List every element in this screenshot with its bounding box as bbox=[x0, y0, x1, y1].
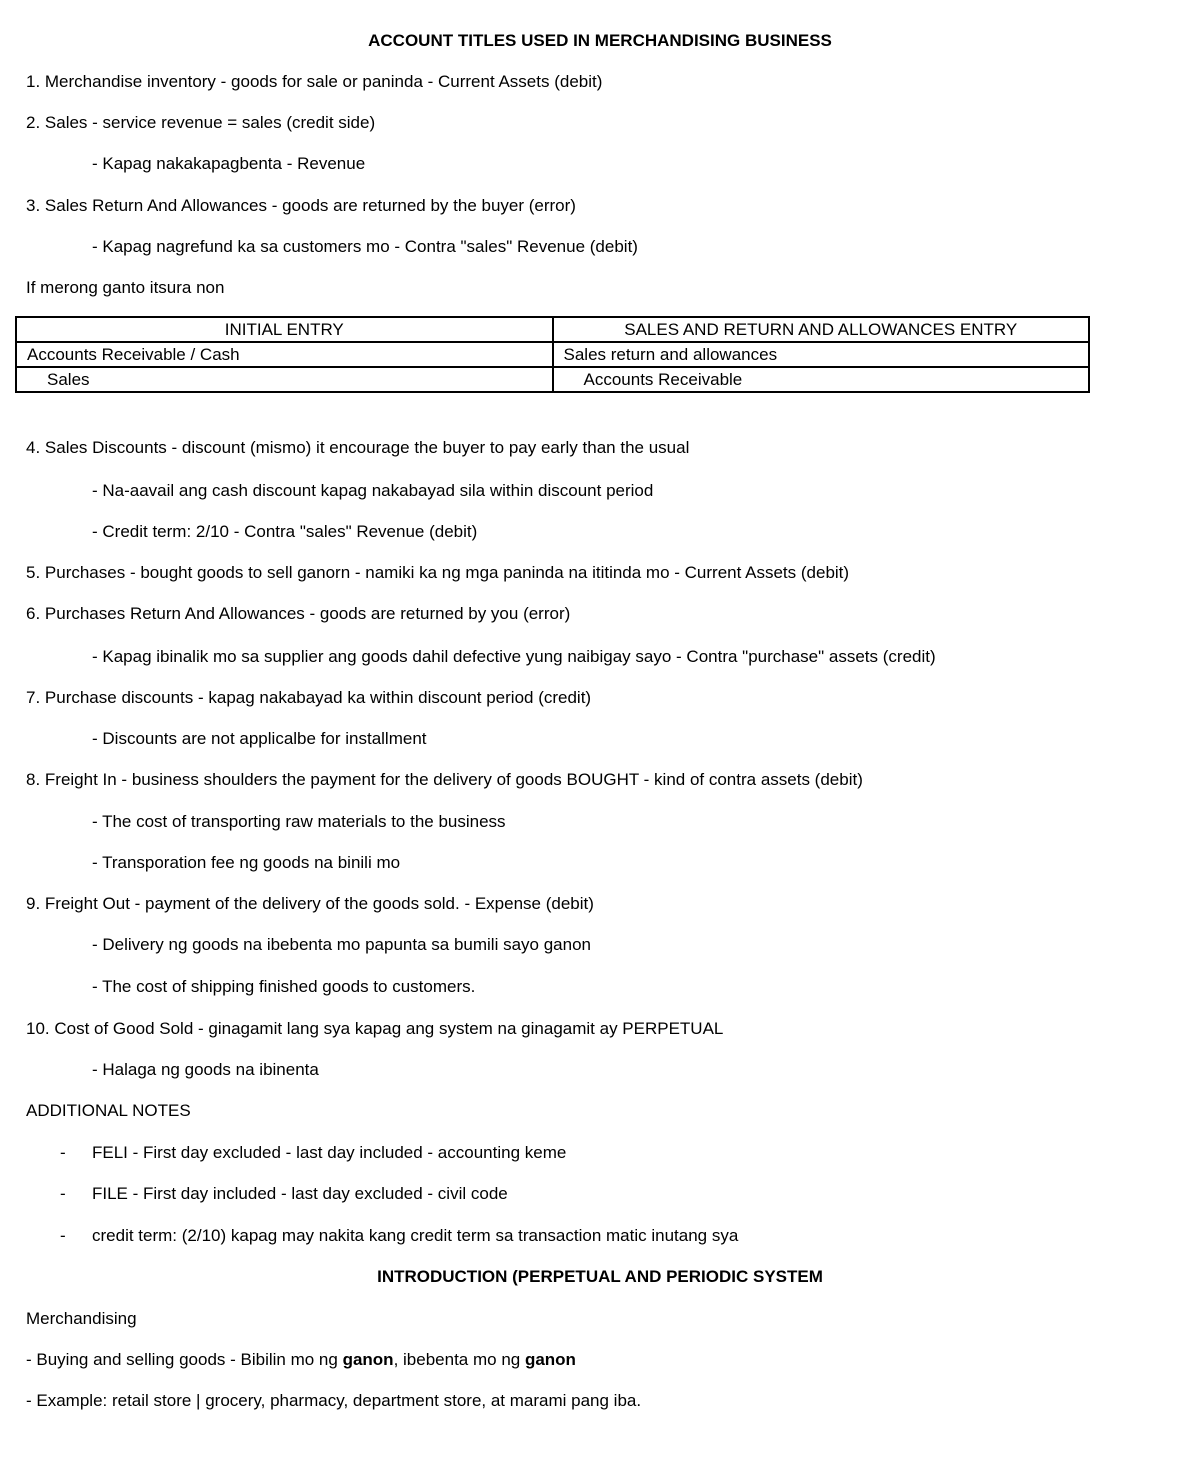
intro-subheading: Merchandising bbox=[26, 1309, 137, 1328]
page-title: ACCOUNT TITLES USED IN MERCHANDISING BUSINESS bbox=[368, 31, 832, 50]
bullet-marker: - bbox=[60, 1184, 66, 1203]
item-10-note: - Halaga ng goods na ibinenta bbox=[92, 1060, 319, 1079]
item-8-note-a: - The cost of transporting raw materials to the business bbox=[92, 812, 506, 831]
bullet-marker: - bbox=[60, 1226, 66, 1245]
item-6: 6. Purchases Return And Allowances - goods are returned by you (error) bbox=[26, 604, 571, 623]
table-header-initial: INITIAL ENTRY bbox=[16, 317, 553, 342]
item-9: 9. Freight Out - payment of the delivery of the goods sold. - Expense (debit) bbox=[26, 894, 594, 913]
table-header-row bbox=[16, 317, 1089, 342]
item-3-note: - Kapag nagrefund ka sa customers mo - Contra "sales" Revenue (debit) bbox=[92, 237, 638, 256]
item-8-note-b: - Transporation fee ng goods na binili mo bbox=[92, 853, 401, 872]
table-cell: Sales return and allowances bbox=[553, 342, 1090, 367]
table-cell: Accounts Receivable bbox=[553, 367, 1090, 392]
item-1: 1. Merchandise inventory - goods for sale or paninda - Current Assets (debit) bbox=[26, 72, 603, 91]
additional-note-3: credit term: (2/10) kapag may nakita kang credit term sa transaction matic inutang sya bbox=[92, 1226, 739, 1245]
item-8: 8. Freight In - business shoulders the payment for the delivery of goods BOUGHT - kind of contra assets (debit) bbox=[26, 770, 863, 789]
intro-heading: INTRODUCTION (PERPETUAL AND PERIODIC SYSTEM bbox=[377, 1267, 823, 1286]
intro-line-1 bbox=[26, 1350, 576, 1370]
table-intro-text: If merong ganto itsura non bbox=[26, 278, 225, 297]
item-7-note: - Discounts are not applicalbe for installment bbox=[92, 729, 427, 748]
table-cell: Sales bbox=[16, 367, 553, 392]
intro-line-1-prefix: - Buying and selling goods - Bibilin mo ng bbox=[26, 1350, 343, 1369]
item-4-note-a: - Na-aavail ang cash discount kapag nakabayad sila within discount period bbox=[92, 481, 654, 500]
intro-line-2: - Example: retail store | grocery, pharmacy, department store, at marami pang iba. bbox=[26, 1391, 642, 1410]
item-2: 2. Sales - service revenue = sales (credit side) bbox=[26, 113, 376, 132]
bullet-marker: - bbox=[60, 1143, 66, 1162]
additional-notes-heading: ADDITIONAL NOTES bbox=[26, 1101, 191, 1120]
item-9-note-a: - Delivery ng goods na ibebenta mo papunta sa bumili sayo ganon bbox=[92, 935, 591, 954]
item-7: 7. Purchase discounts - kapag nakabayad ka within discount period (credit) bbox=[26, 688, 592, 707]
item-9-note-b: - The cost of shipping finished goods to customers. bbox=[92, 977, 476, 996]
item-2-note: - Kapag nakakapagbenta - Revenue bbox=[92, 154, 366, 173]
item-10: 10. Cost of Good Sold - ginagamit lang sya kapag ang system na ginagamit ay PERPETUAL bbox=[26, 1019, 724, 1038]
table-cell: Accounts Receivable / Cash bbox=[16, 342, 553, 367]
intro-line-1-bold-1: ganon bbox=[342, 1350, 394, 1369]
intro-line-1-mid: , ibebenta mo ng bbox=[393, 1350, 525, 1369]
additional-note-1: FELI - First day excluded - last day included - accounting keme bbox=[92, 1143, 567, 1162]
table-header-return: SALES AND RETURN AND ALLOWANCES ENTRY bbox=[553, 317, 1090, 342]
item-3: 3. Sales Return And Allowances - goods are returned by the buyer (error) bbox=[26, 196, 576, 215]
additional-note-2: FILE - First day included - last day excluded - civil code bbox=[92, 1184, 508, 1203]
table-row bbox=[16, 342, 1089, 367]
journal-entry-table bbox=[15, 316, 1090, 393]
item-4-note-b: - Credit term: 2/10 - Contra "sales" Revenue (debit) bbox=[92, 522, 478, 541]
item-6-note: - Kapag ibinalik mo sa supplier ang goods dahil defective yung naibigay sayo - Contra "purchase" assets (credit) bbox=[92, 647, 936, 666]
item-5: 5. Purchases - bought goods to sell ganorn - namiki ka ng mga paninda na ititinda mo - Current Assets (debit) bbox=[26, 563, 850, 582]
intro-line-1-bold-2: ganon bbox=[524, 1350, 576, 1369]
item-4: 4. Sales Discounts - discount (mismo) it encourage the buyer to pay early than the usual bbox=[26, 438, 690, 457]
table-row bbox=[16, 367, 1089, 392]
